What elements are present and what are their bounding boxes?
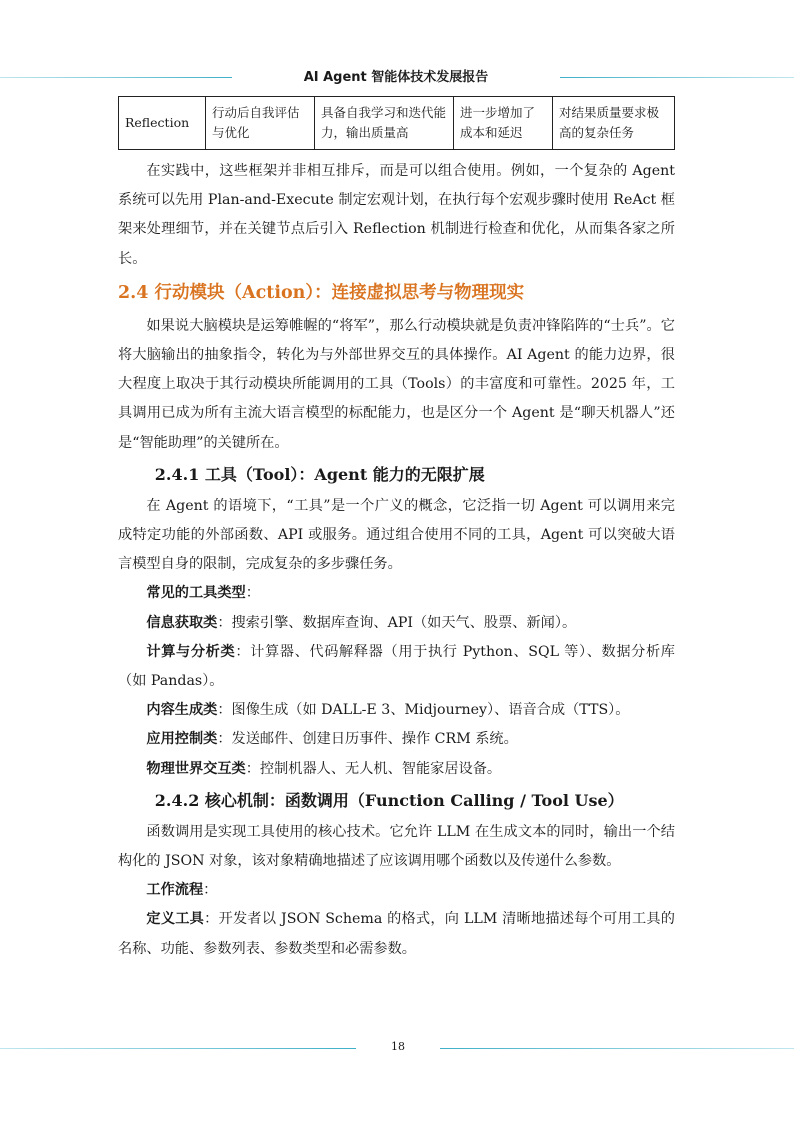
framework-table (118, 96, 675, 150)
running-header: AI Agent 智能体技术发展报告 (303, 70, 489, 85)
page-number: 18 (391, 1040, 405, 1053)
table-cell: 进一步增加了成本和延迟 (454, 97, 553, 150)
subsection-heading: 2.4.2 核心机制：函数调用（Function Calling / Tool Use） (154, 790, 624, 810)
header-rule-left (0, 77, 232, 78)
table-cell: 对结果质量要求极高的复杂任务 (553, 97, 675, 150)
list-item: 信息获取类：搜索引擎、数据库查询、API（如天气、股票、新闻）。 (146, 614, 577, 631)
table-cell: 具备自我学习和迭代能力，输出质量高 (315, 97, 454, 150)
list-item: 物理世界交互类：控制机器人、无人机、智能家居设备。 (146, 760, 502, 777)
list-label: 常见的工具类型： (146, 585, 260, 602)
paragraph: 在实践中，这些框架并非相互排斥，而是可以组合使用。例如，一个复杂的 Agent 系统可以先用 Plan-and-Execute 制定宏观计划，在执行每个宏观步骤时使用 ReAct 框架来处理细节，并在关键节点后引入 Reflection 机制进行检查和优化，从而集各家之所长。 (118, 163, 675, 267)
list-item: 计算与分析类：计算器、代码解释器（用于执行 Python、SQL 等）、数据分析库（如 Pandas）。 (118, 643, 675, 690)
table-row (119, 97, 675, 150)
table-cell: 行动后自我评估与优化 (206, 97, 315, 150)
footer-rule-left (0, 1048, 356, 1049)
footer-rule-right (440, 1048, 794, 1049)
table-cell: Reflection (119, 97, 206, 150)
page-body (118, 157, 675, 964)
header-rule-right (560, 77, 794, 78)
list-item: 定义工具：开发者以 JSON Schema 的格式，向 LLM 清晰地描述每个可用工具的名称、功能、参数列表、参数类型和必需参数。 (118, 911, 675, 957)
paragraph: 函数调用是实现工具使用的核心技术。它允许 LLM 在生成文本的同时，输出一个结构化的 JSON 对象，该对象精确地描述了应该调用哪个函数以及传递什么参数。 (118, 823, 675, 870)
paragraph: 如果说大脑模块是运筹帷幄的“将军”，那么行动模块就是负责冲锋陷阵的“士兵”。它将大脑输出的抽象指令，转化为与外部世界交互的具体操作。AI Agent 的能力边界，很大程度上取决于其行动模块所能调用的工具（Tools）的丰富度和可靠性。2025 年，工具调用已成为所有主流大语言模型的标配能力，也是区分一个 Agent 是“聊天机器人”还是“智能助理”的关键所在。 (118, 317, 675, 451)
list-label: 工作流程： (146, 882, 218, 899)
paragraph: 在 Agent 的语境下，“工具”是一个广义的概念，它泛指一切 Agent 可以调用来完成特定功能的外部函数、API 或服务。通过组合使用不同的工具，Agent 可以突破大语言模型自身的限制，完成复杂的多步骤任务。 (118, 497, 675, 573)
section-heading: 2.4 行动模块（Action）：连接虚拟思考与物理现实 (118, 282, 525, 303)
list-item: 应用控制类：发送邮件、创建日历事件、操作 CRM 系统。 (146, 731, 518, 748)
subsection-heading: 2.4.1 工具（Tool）：Agent 能力的无限扩展 (154, 464, 485, 484)
list-item: 内容生成类：图像生成（如 DALL-E 3、Midjourney）、语音合成（TTS）。 (146, 702, 630, 719)
